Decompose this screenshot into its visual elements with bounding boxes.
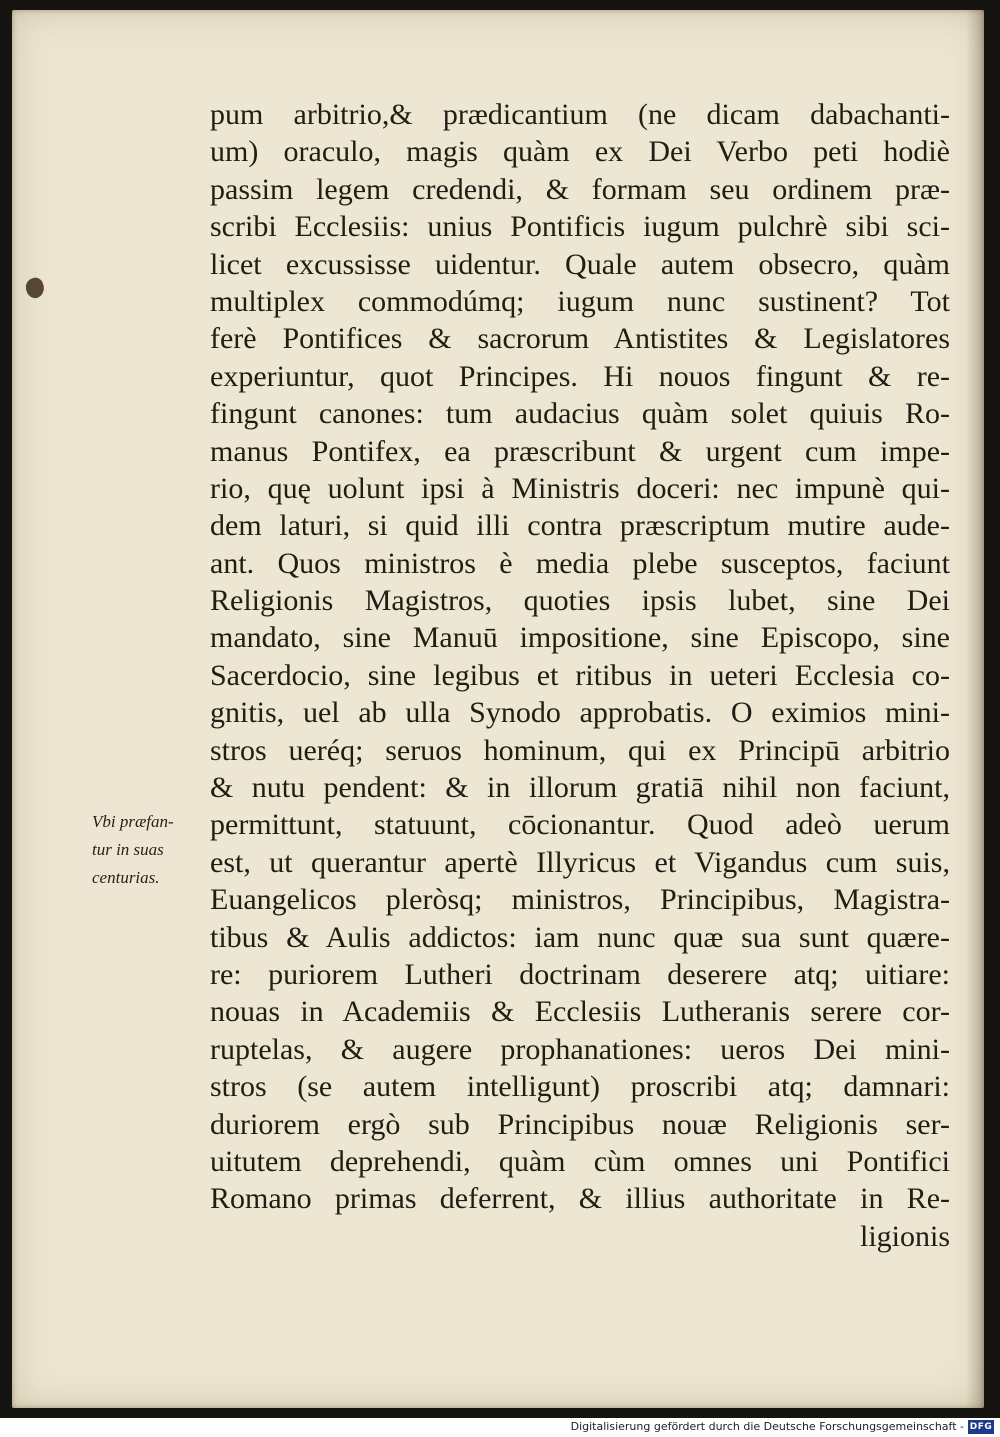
text-line: Sacerdocio, sine legibus et ritibus in ueteri Ecclesia co-	[210, 658, 950, 692]
margin-note-line: centurias.	[92, 868, 160, 887]
text-line: & nutu pendent: & in illorum gratiā nihil non faciunt,	[210, 771, 950, 805]
text-line: um) oraculo, magis quàm ex Dei Verbo peti hodiè	[210, 135, 950, 169]
catchword: ligionis	[859, 1219, 950, 1253]
text-line: manus Pontifex, ea præscribunt & urgent cum impe-	[210, 434, 950, 468]
text-line: ant. Quos ministros è media plebe susceptos, faciunt	[210, 546, 950, 580]
text-line: fingunt canones: tum audacius quàm solet quiuis Ro-	[210, 397, 950, 431]
dfg-logo-icon: DFG	[969, 1422, 993, 1432]
text-line: Euangelicos pleròsq; ministros, Principibus, Magistra-	[210, 883, 950, 917]
text-line: Romano primas deferrent, & illius authoritate in Re-	[210, 1182, 950, 1216]
text-line: mandato, sine Manuū impositione, sine Episcopo, sine	[210, 621, 950, 655]
text-line: uitutem deprehendi, quàm cùm omnes uni Pontifici	[210, 1144, 950, 1178]
digitization-footer	[0, 1418, 1000, 1437]
text-line: dem laturi, si quid illi contra præscriptum mutire aude-	[210, 509, 950, 543]
text-line: re: puriorem Lutheri doctrinam deserere atq; uitiare:	[210, 957, 950, 991]
ink-blot-mark	[23, 276, 47, 301]
text-line: rio, quę uolunt ipsi à Ministris doceri: nec impunè qui-	[210, 471, 950, 505]
text-line: permittunt, statuunt, cōcionantur. Quod adeò uerum	[210, 808, 950, 842]
text-line: Religionis Magistros, quoties ipsis lubet, sine Dei	[210, 584, 950, 618]
text-line: ferè Pontifices & sacrorum Antistites & Legislatores	[210, 322, 950, 356]
text-line: licet excussisse uidentur. Quale autem obsecro, quàm	[210, 247, 950, 281]
text-line: multiplex commodúmq; iugum nunc sustinent? Tot	[210, 284, 950, 318]
text-line: ruptelas, & augere prophanationes: ueros Dei mini-	[210, 1032, 950, 1066]
margin-note-line: Vbi præfan-	[92, 812, 174, 831]
text-line: passim legem credendi, & formam seu ordinem præ-	[210, 172, 950, 206]
text-line: duriorem ergò sub Principibus nouæ Religionis ser-	[210, 1107, 950, 1141]
text-line: est, ut querantur apertè Illyricus et Vigandus cum suis,	[210, 845, 950, 879]
body-text	[210, 96, 950, 1255]
text-line: tibus & Aulis addictos: iam nunc quæ sua sunt quære-	[210, 920, 950, 954]
margin-note-line: tur in suas	[92, 840, 164, 859]
text-line: stros (se autem intelligunt) proscribi atq; damnari:	[210, 1070, 950, 1104]
text-line: scribi Ecclesiis: unius Pontificis iugum pulchrè sibi sci-	[210, 210, 950, 244]
margin-note	[92, 808, 210, 892]
text-line: gnitis, uel ab ulla Synodo approbatis. O eximios mini-	[210, 696, 950, 730]
text-line: nouas in Academiis & Ecclesiis Lutheranis serere cor-	[210, 995, 950, 1029]
footer-credit: Digitalisierung gefördert durch die Deutsche Forschungsgemeinschaft -	[570, 1420, 964, 1433]
text-line: pum arbitrio,& prædicantium (ne dicam dabachanti-	[210, 98, 950, 131]
text-line: stros ueréq; seruos hominum, qui ex Principū arbitrio	[210, 733, 950, 767]
text-line: experiuntur, quot Principes. Hi nouos fingunt & re-	[210, 359, 950, 393]
